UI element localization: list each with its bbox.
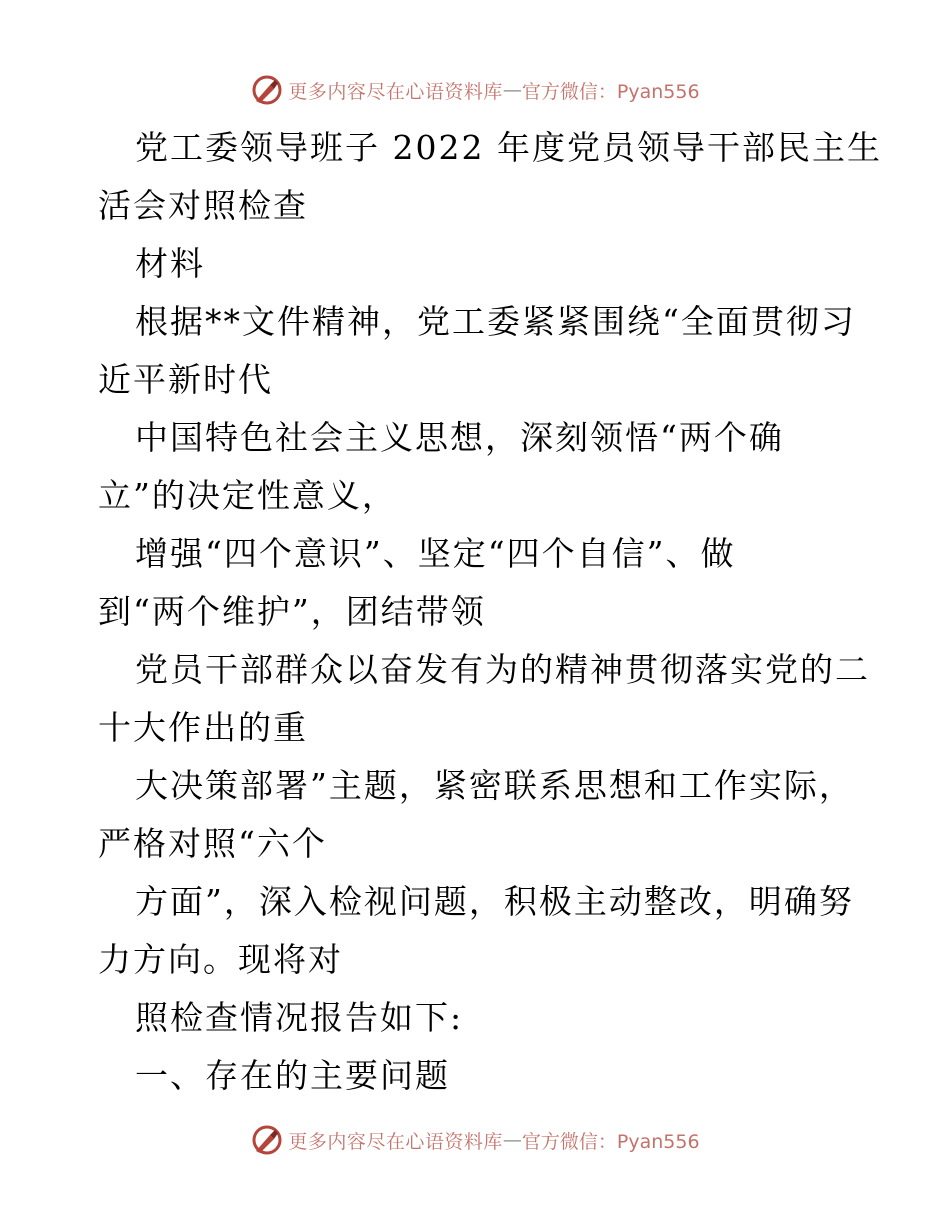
pen-circle-logo-icon [250, 1123, 284, 1157]
paragraph-line: 中国特色社会主义思想，深刻领悟“两个确 [135, 418, 784, 457]
title-line-2: 活会对照检查 [98, 186, 308, 225]
paragraph-line: 照检查情况报告如下: [135, 998, 464, 1037]
watermark-text: 更多内容尽在心语资料库 [288, 80, 503, 103]
paragraph-line: 党员干部群众以奋发有为的精神贯彻落实党的二 [135, 650, 870, 689]
header-watermark [0, 70, 950, 110]
paragraph-line: 到“两个维护”，团结带领 [98, 592, 486, 631]
watermark-separator: — [502, 79, 522, 101]
paragraph-line: 力方向。现将对 [98, 940, 343, 979]
paragraph-line: 立”的决定性意义， [98, 476, 397, 515]
paragraph-line: 十大作出的重 [98, 708, 308, 747]
paragraph-line: 大决策部署”主题，紧密联系思想和工作实际， [135, 766, 854, 805]
watermark-separator: — [502, 1129, 522, 1151]
title-line-1: 党工委领导班子 2022 年度党员领导干部民主生 [135, 128, 882, 167]
paragraph-line: 根据**文件精神，党工委紧紧围绕“全面贯彻习 [135, 302, 856, 341]
footer-watermark [0, 1120, 950, 1160]
watermark-contact: 官方微信：Pyan556 [521, 1130, 700, 1153]
paragraph-line: 严格对照“六个 [98, 824, 327, 863]
watermark-contact: 官方微信：Pyan556 [521, 80, 700, 103]
section-heading: 一、存在的主要问题 [135, 1056, 450, 1095]
paragraph-line: 方面”，深入检视问题，积极主动整改，明确努 [135, 882, 854, 921]
paragraph-line: 增强“四个意识”、坚定“四个自信”、做 [135, 534, 736, 573]
paragraph-line: 近平新时代 [98, 360, 273, 399]
title-line-3: 材料 [135, 244, 205, 283]
watermark-text: 更多内容尽在心语资料库 [288, 1130, 503, 1153]
pen-circle-logo-icon [250, 73, 284, 107]
